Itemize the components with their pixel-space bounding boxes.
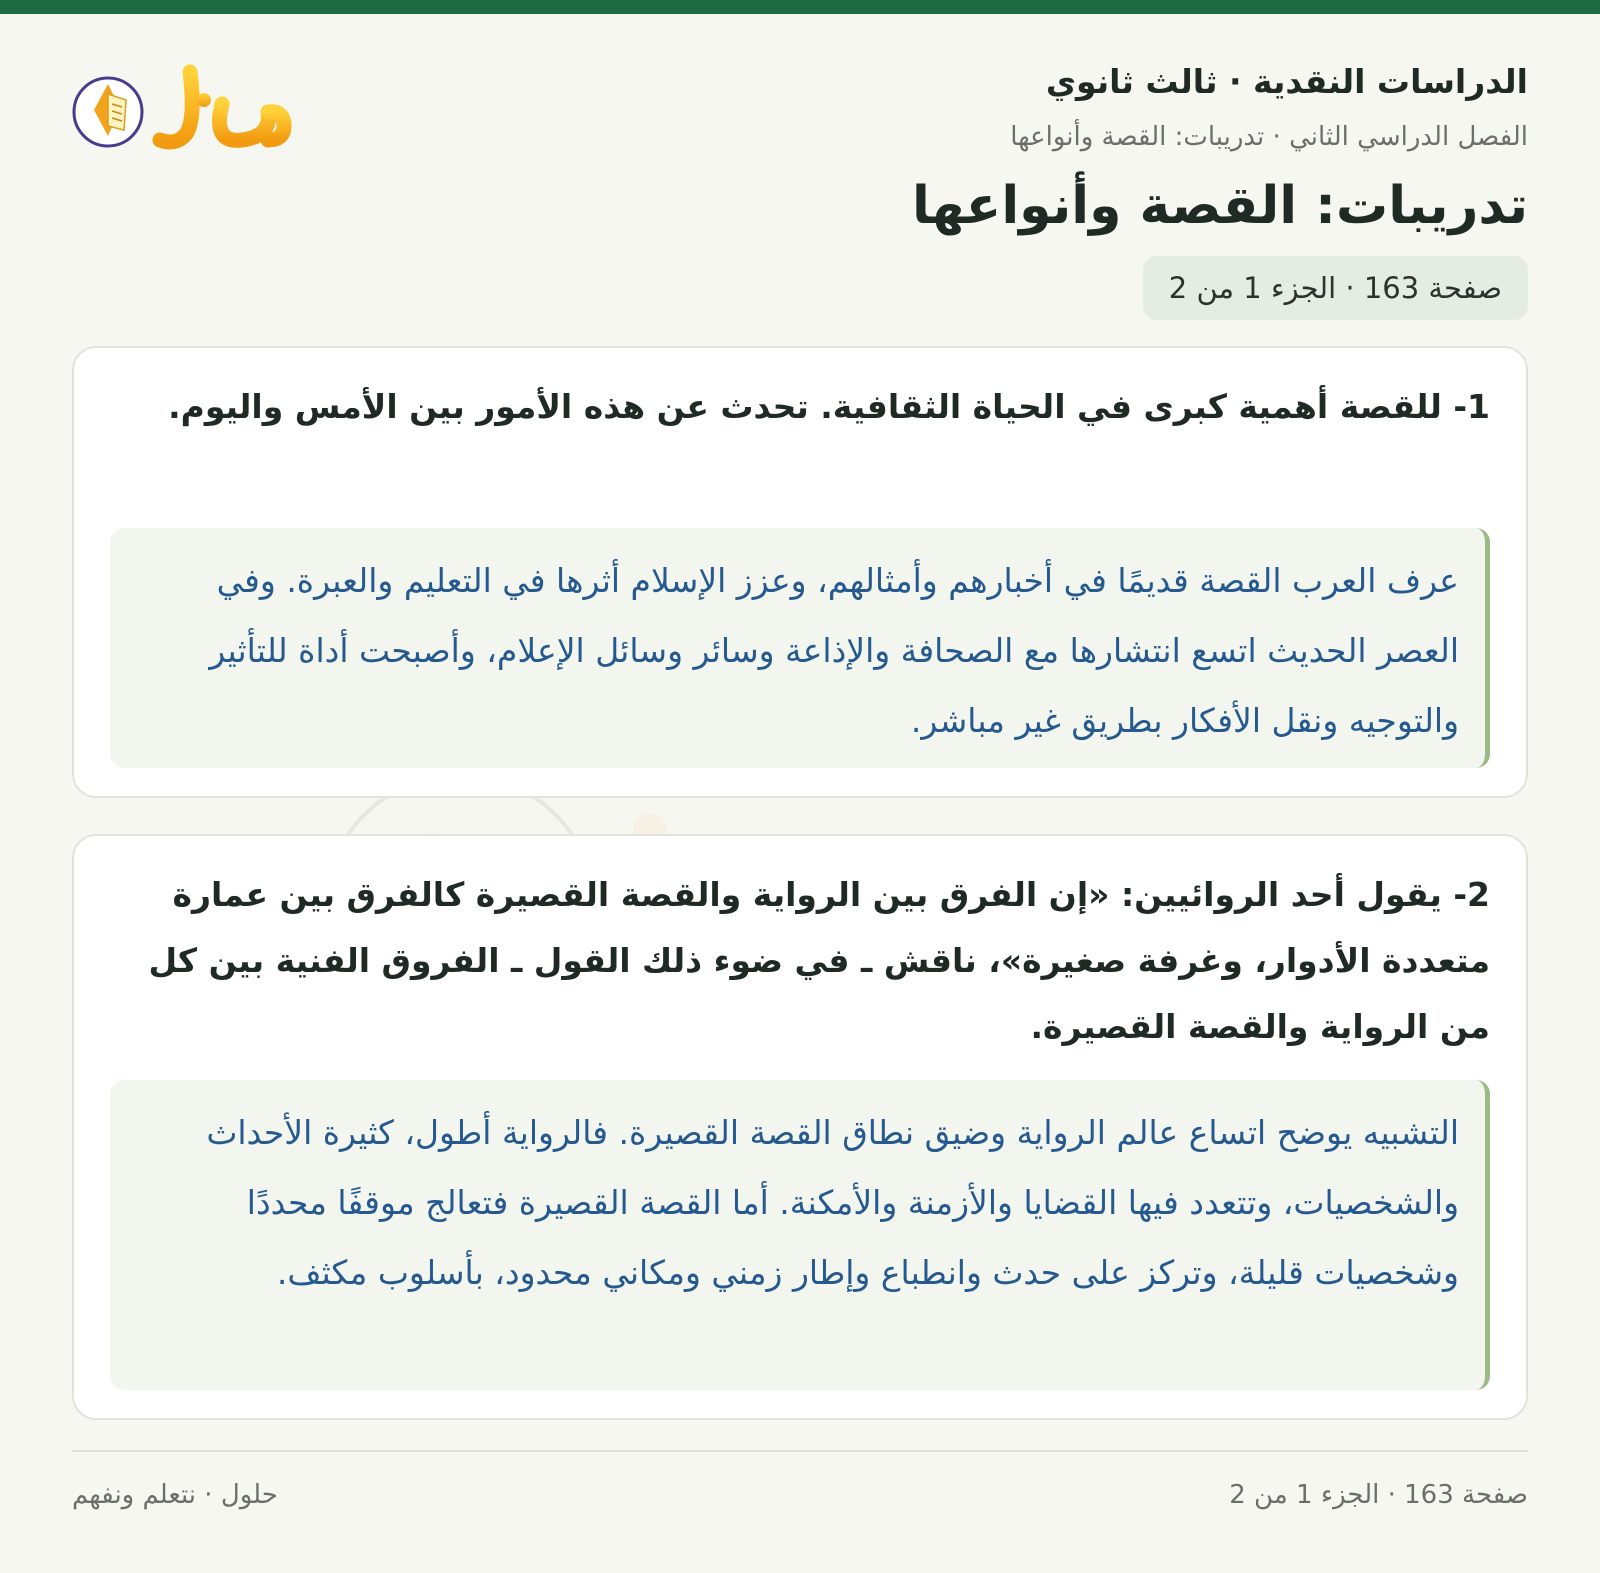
question-text: 1- للقصة أهمية كبرى في الحياة الثقافية. تحدث عن هذه الأمور بين الأمس واليوم. [168, 387, 1490, 426]
top-accent-bar [0, 0, 1600, 14]
subject-title: الدراسات النقدية · ثالث ثانوي [1045, 62, 1528, 101]
page-title: تدريبات: القصة وأنواعها [911, 176, 1528, 236]
footer-page-info: صفحة 163 · الجزء 1 من 2 [1229, 1480, 1528, 1510]
site-logo[interactable] [72, 60, 302, 160]
page-badge: صفحة 163 · الجزء 1 من 2 [1143, 256, 1528, 320]
question-text: 2- يقول أحد الروائيين: «إن الفرق بين الرواية والقصة القصيرة كالفرق بين عمارة متعددة الأدوار، وغرفة صغيرة»، ناقش ـ في ضوء ذلك القول ـ الفروق الفنية بين كل من الرواية والقصة القصيرة. [148, 875, 1490, 1046]
answer-box: عرف العرب القصة قديمًا في أخبارهم وأمثالهم، وعزز الإسلام أثرها في التعليم والعبرة. وفي العصر الحديث اتسع انتشارها مع الصحافة والإذاعة وسائر وسائل الإعلام، وأصبحت أداة للتأثير والتوجيه ونقل الأفكار بطريق غير مباشر. [110, 528, 1490, 768]
answer-box: التشبيه يوضح اتساع عالم الرواية وضيق نطاق القصة القصيرة. فالرواية أطول، كثيرة الأحداث والشخصيات، وتتعدد فيها القضايا والأزمنة والأمكنة. أما القصة القصيرة فتعالج موقفًا محددًا وشخصيات قليلة، وتركز على حدث وانطباع وإطار زمني ومكاني محدود، بأسلوب مكثف. [110, 1080, 1490, 1390]
page-header [72, 14, 1528, 194]
footer-brand[interactable]: حلول · نتعلم ونفهم [72, 1480, 278, 1510]
footer-divider [72, 1450, 1528, 1452]
breadcrumb: الفصل الدراسي الثاني · تدريبات: القصة وأنواعها [1010, 122, 1528, 152]
question-card [72, 346, 1528, 798]
logo-icon [72, 60, 302, 160]
question-card [72, 834, 1528, 1420]
